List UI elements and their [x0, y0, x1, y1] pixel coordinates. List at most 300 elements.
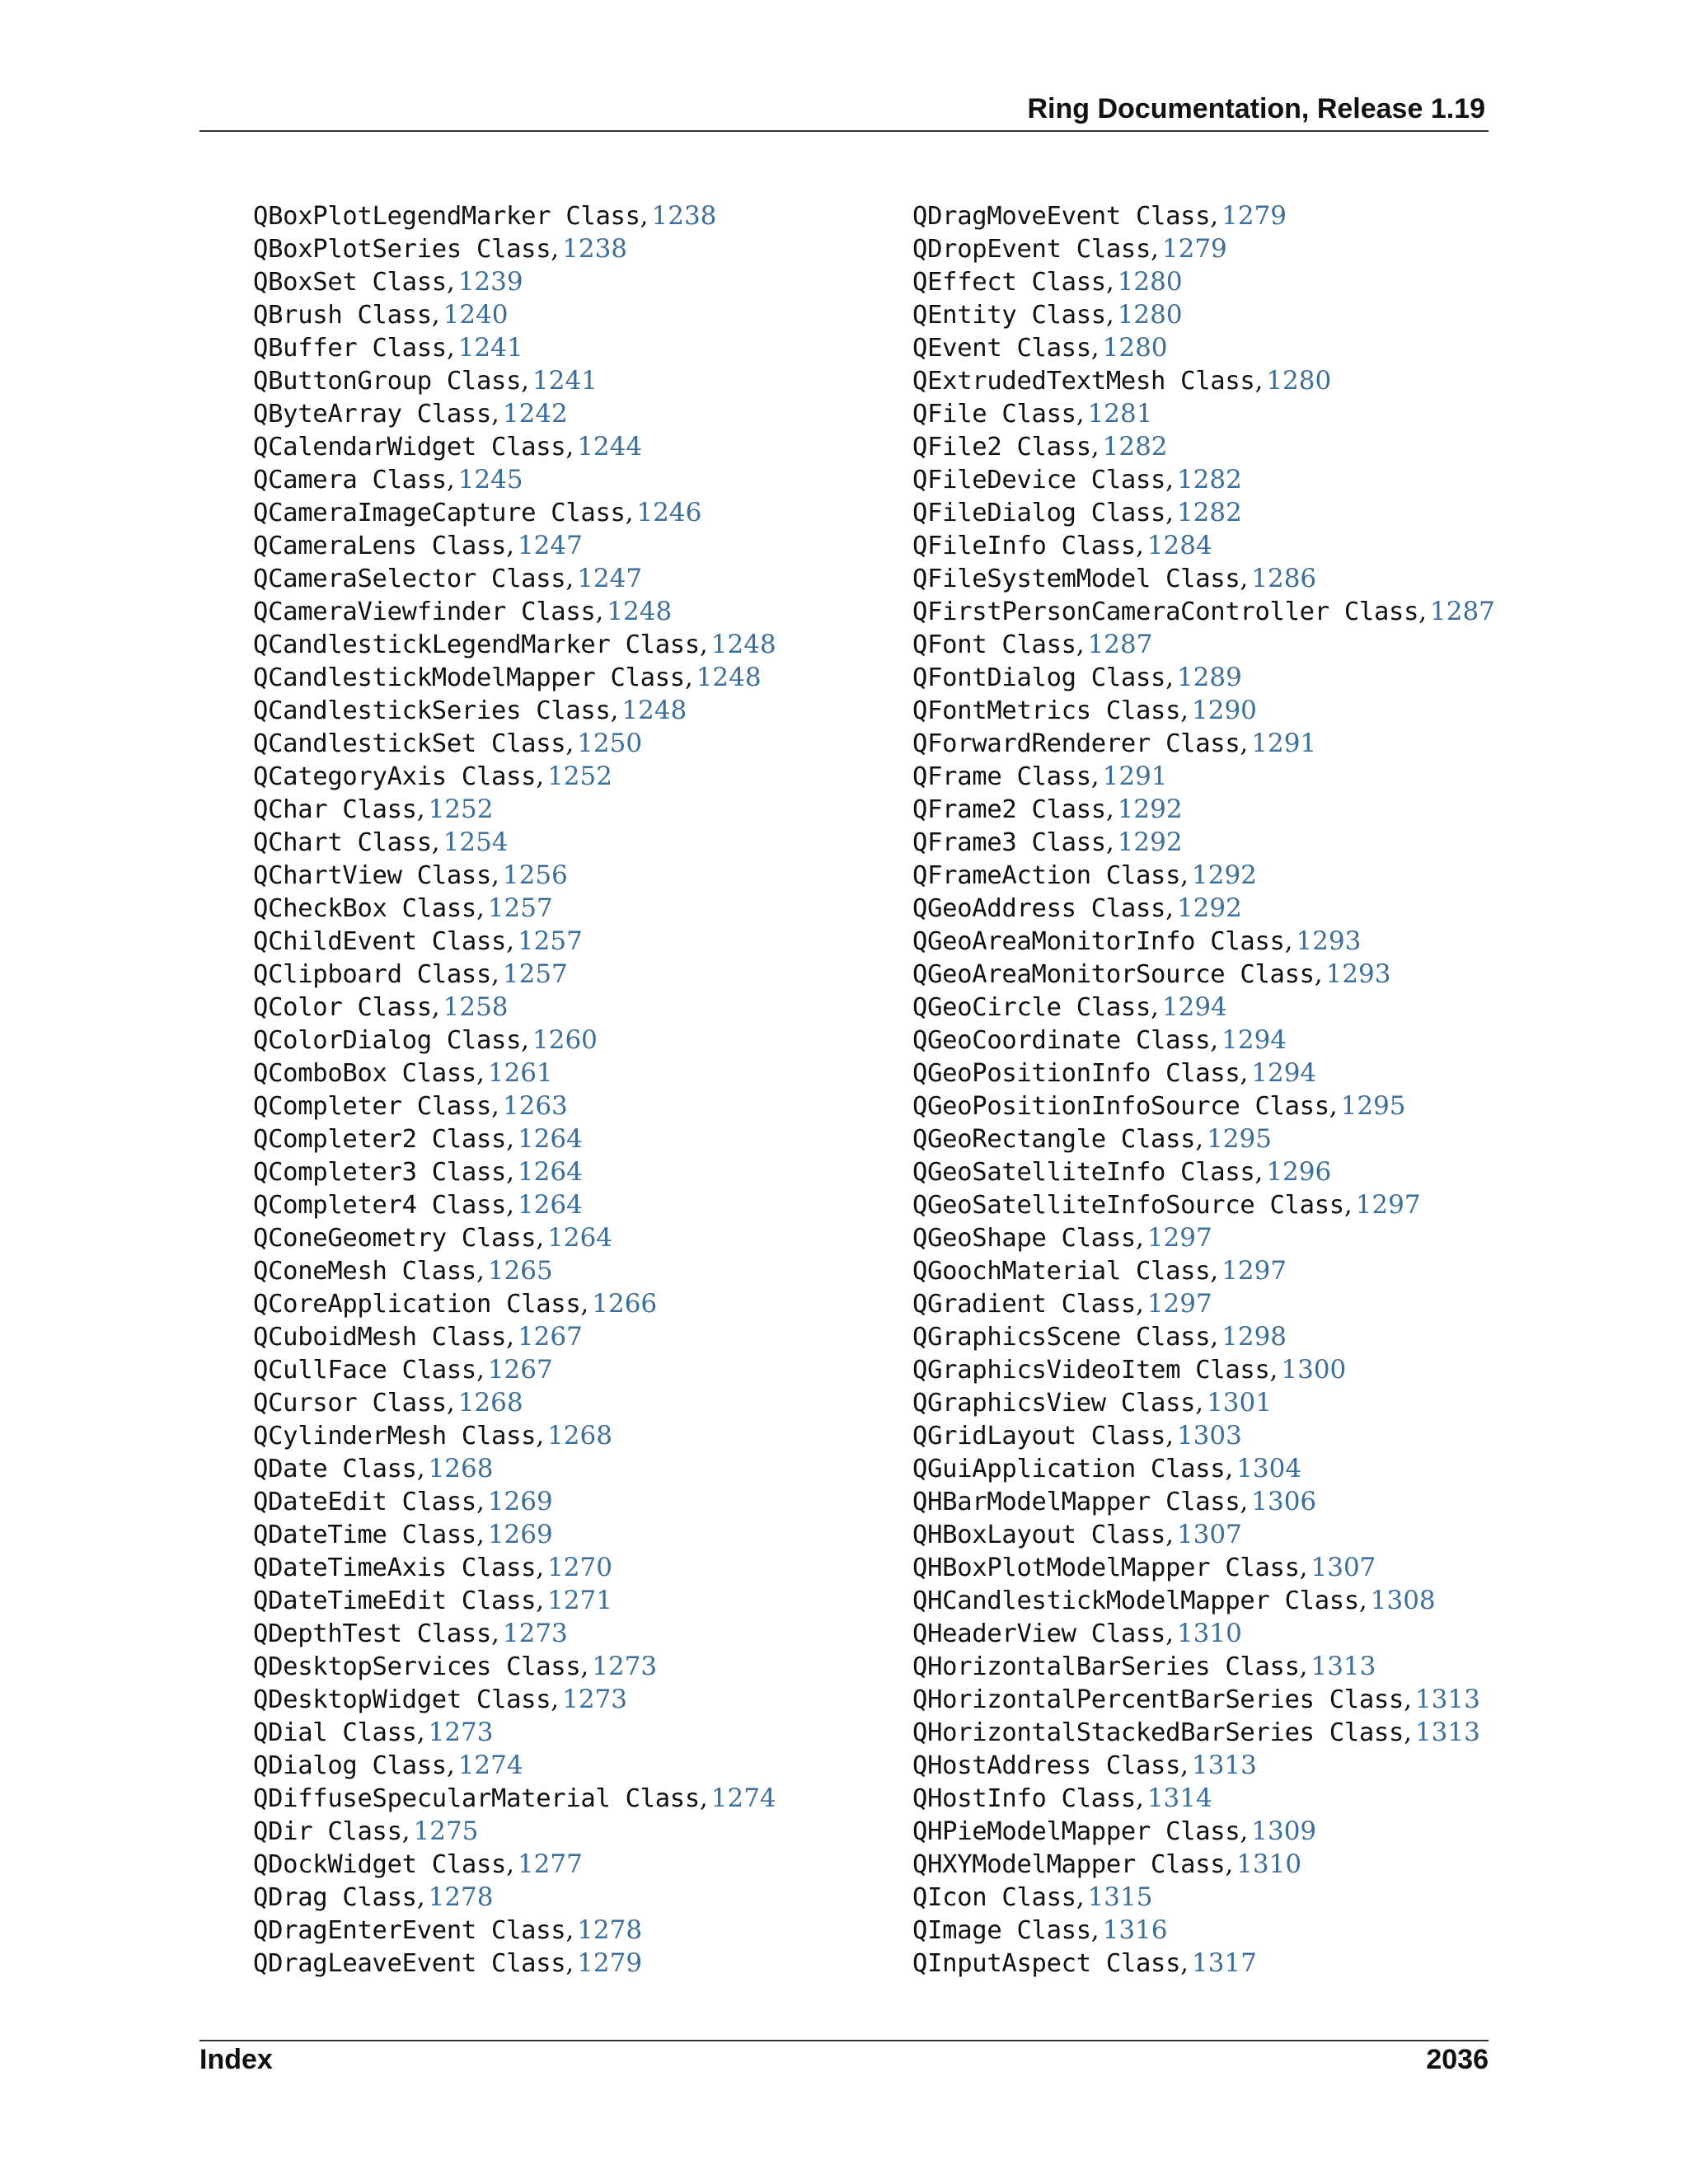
index-entry-separator: , [1225, 1454, 1234, 1483]
index-entry-name: QCoreApplication Class [253, 1290, 581, 1319]
index-entry-page-link[interactable]: 1273 [502, 1619, 568, 1648]
index-entry [912, 1386, 1495, 1419]
index-entry-page-link[interactable]: 1281 [1087, 399, 1153, 429]
index-entry-page-link[interactable]: 1282 [1176, 465, 1242, 494]
index-entry-name: QCameraLens Class [253, 532, 507, 560]
index-entry [253, 1485, 776, 1518]
index-entry [253, 1155, 776, 1188]
index-entry [912, 1122, 1495, 1155]
index-entry-separator: , [1240, 1058, 1249, 1088]
index-entry-separator: , [476, 1355, 485, 1385]
index-entry-separator: , [521, 366, 529, 396]
index-entry [912, 529, 1495, 562]
index-entry-page-link[interactable]: 1294 [1161, 992, 1227, 1022]
header-divider [199, 130, 1489, 132]
index-entry-page-link[interactable]: 1257 [517, 926, 583, 956]
index-entry-page-link[interactable]: 1274 [457, 1750, 523, 1780]
index-entry [912, 661, 1495, 694]
index-entry-page-link[interactable]: 1295 [1340, 1091, 1406, 1121]
index-entry-page-link[interactable]: 1257 [487, 893, 553, 923]
index-entry-page-link[interactable]: 1263 [502, 1091, 568, 1121]
index-entry-page-link[interactable]: 1252 [428, 794, 494, 824]
index-entry-page-link[interactable]: 1298 [1221, 1322, 1287, 1352]
index-entry [912, 1683, 1495, 1716]
index-entry [253, 793, 776, 826]
index-entry [253, 859, 776, 892]
index-entry-page-link[interactable]: 1268 [457, 1388, 523, 1418]
index-entry [912, 1188, 1495, 1221]
index-entry-page-link[interactable]: 1250 [577, 729, 643, 758]
index-entry-name: QFile Class [912, 400, 1076, 429]
index-entry [912, 727, 1495, 760]
index-entry-name: QFileDevice Class [912, 466, 1166, 494]
index-entry-separator: , [1418, 597, 1427, 626]
index-entry [253, 397, 776, 430]
index-entry-name: QFont Class [912, 630, 1076, 659]
index-entry-name: QForwardRenderer Class [912, 729, 1240, 758]
index-entry-separator: , [1165, 1421, 1174, 1451]
index-entry-page-link[interactable]: 1248 [696, 663, 762, 692]
index-entry-separator: , [431, 827, 440, 857]
index-entry-separator: , [1165, 465, 1174, 494]
index-entry-separator: , [446, 465, 455, 494]
index-entry-name: QGraphicsVideoItem Class [912, 1356, 1270, 1385]
index-entry-name: QInputAspect Class [912, 1949, 1181, 1978]
index-entry [253, 628, 776, 661]
index-entry-page-link[interactable]: 1287 [1430, 597, 1495, 626]
index-entry-separator: , [506, 1849, 514, 1879]
index-entry-page-link[interactable]: 1269 [487, 1520, 553, 1549]
index-entry-page-link[interactable]: 1291 [1251, 729, 1317, 758]
index-entry-page-link[interactable]: 1261 [487, 1058, 553, 1088]
index-entry [253, 496, 776, 529]
index-entry-name: QHeaderView Class [912, 1619, 1166, 1648]
index-entry [253, 199, 776, 232]
index-entry-page-link[interactable]: 1279 [1161, 234, 1227, 264]
index-entry-name: QGeoShape Class [912, 1224, 1136, 1253]
index-entry-page-link[interactable]: 1248 [621, 696, 687, 725]
index-entry-separator: , [580, 1289, 589, 1319]
index-entry-separator: , [536, 1586, 545, 1615]
index-entry [912, 496, 1495, 529]
index-entry [912, 1485, 1495, 1518]
index-entry [253, 1254, 776, 1287]
index-entry-name: QGuiApplication Class [912, 1455, 1226, 1483]
index-entry-page-link[interactable]: 1266 [592, 1289, 658, 1319]
index-entry-name: QButtonGroup Class [253, 367, 522, 396]
index-entry-separator: , [491, 1619, 499, 1648]
index-entry-page-link[interactable]: 1247 [517, 531, 583, 560]
index-entry-name: QChar Class [253, 795, 417, 824]
index-entry-separator: , [610, 696, 619, 725]
index-column-left [253, 199, 776, 1980]
index-entry-separator: , [416, 1718, 425, 1747]
index-entry-page-link[interactable]: 1307 [1311, 1553, 1376, 1582]
index-entry-page-link[interactable]: 1297 [1355, 1190, 1421, 1220]
index-entry-separator: , [506, 1322, 514, 1352]
index-entry [253, 1419, 776, 1452]
index-entry-page-link[interactable]: 1294 [1221, 1025, 1287, 1055]
index-entry-separator: , [491, 1091, 499, 1121]
index-entry-name: QGeoAddress Class [912, 894, 1166, 923]
index-entry-name: QCuboidMesh Class [253, 1323, 507, 1352]
index-entry [912, 331, 1495, 364]
index-entry-separator: , [536, 1421, 545, 1451]
index-entry-separator: , [476, 1520, 485, 1549]
index-entry-page-link[interactable]: 1316 [1102, 1915, 1168, 1945]
index-entry-separator: , [506, 1157, 514, 1187]
index-entry-page-link[interactable]: 1245 [457, 465, 523, 494]
index-entry-separator: , [565, 729, 574, 758]
index-entry-name: QColorDialog Class [253, 1026, 522, 1055]
index-entry [253, 1287, 776, 1320]
index-entry-page-link[interactable]: 1268 [547, 1421, 612, 1451]
index-entry-name: QCursor Class [253, 1389, 447, 1418]
index-entry-separator: , [446, 267, 455, 297]
index-entry [253, 661, 776, 694]
index-entry-name: QIcon Class [912, 1883, 1076, 1912]
index-entry [912, 1914, 1495, 1947]
index-entry [912, 1320, 1495, 1353]
index-entry-separator: , [1105, 794, 1114, 824]
index-entry-page-link[interactable]: 1306 [1251, 1487, 1317, 1516]
index-entry-page-link[interactable]: 1314 [1146, 1783, 1212, 1813]
index-entry-page-link[interactable]: 1296 [1266, 1157, 1332, 1187]
index-entry-separator: , [1358, 1586, 1367, 1615]
index-entry-name: QCameraSelector Class [253, 565, 566, 593]
index-entry-separator: , [1165, 663, 1174, 692]
index-entry-separator: , [491, 959, 499, 989]
index-entry-separator: , [1195, 1124, 1204, 1154]
index-entry-separator: , [1165, 1520, 1174, 1549]
index-entry [253, 232, 776, 265]
index-entry-page-link[interactable]: 1291 [1102, 762, 1168, 791]
index-entry [253, 1584, 776, 1617]
index-entry [253, 562, 776, 595]
index-entry [912, 199, 1495, 232]
index-entry-page-link[interactable]: 1280 [1266, 366, 1332, 396]
index-entry-page-link[interactable]: 1270 [547, 1553, 612, 1582]
index-entry-page-link[interactable]: 1269 [487, 1487, 553, 1516]
index-entry-page-link[interactable]: 1242 [502, 399, 568, 429]
index-entry-name: QDrag Class [253, 1883, 417, 1912]
index-entry-separator: , [446, 1750, 455, 1780]
index-entry [253, 1452, 776, 1485]
index-entry-page-link[interactable]: 1240 [443, 300, 509, 330]
index-entry [912, 1155, 1495, 1188]
index-entry-page-link[interactable]: 1292 [1117, 794, 1183, 824]
index-entry-separator: , [506, 531, 514, 560]
index-entry-page-link[interactable]: 1304 [1236, 1454, 1302, 1483]
index-entry-name: QCandlestickSeries Class [253, 696, 611, 725]
index-entry-name: QGoochMaterial Class [912, 1257, 1211, 1286]
index-entry-page-link[interactable]: 1300 [1281, 1355, 1347, 1385]
index-entry-separator: , [476, 893, 485, 923]
index-entry-page-link[interactable]: 1273 [428, 1718, 494, 1747]
index-entry-separator: , [1210, 1322, 1219, 1352]
index-entry-page-link[interactable]: 1271 [547, 1586, 612, 1615]
index-entry-name: QConeMesh Class [253, 1257, 476, 1286]
index-entry-name: QComboBox Class [253, 1059, 476, 1088]
index-entry-separator: , [1090, 762, 1100, 791]
index-entry-name: QDate Class [253, 1455, 417, 1483]
index-entry-name: QDragMoveEvent Class [912, 202, 1211, 231]
index-entry-name: QFontMetrics Class [912, 696, 1181, 725]
index-entry-page-link[interactable]: 1280 [1117, 300, 1183, 330]
index-entry-separator: , [1299, 1652, 1308, 1681]
index-entry-separator: , [1151, 234, 1159, 264]
index-entry-page-link[interactable]: 1295 [1207, 1124, 1272, 1154]
index-entry-name: QConeGeometry Class [253, 1224, 537, 1253]
index-entry-separator: , [1105, 267, 1114, 297]
index-entry-page-link[interactable]: 1267 [487, 1355, 553, 1385]
index-entry-separator: , [1076, 630, 1085, 659]
index-entry [912, 1518, 1495, 1551]
index-entry-page-link[interactable]: 1292 [1192, 860, 1257, 890]
index-entry-separator: , [1180, 1750, 1189, 1780]
index-entry-name: QHBoxLayout Class [912, 1521, 1166, 1549]
index-entry-separator: , [1090, 1915, 1100, 1945]
index-entry-page-link[interactable]: 1256 [502, 860, 568, 890]
index-entry-page-link[interactable]: 1279 [1221, 201, 1287, 231]
index-entry-page-link[interactable]: 1297 [1146, 1223, 1212, 1253]
index-entry-page-link[interactable]: 1260 [532, 1025, 598, 1055]
index-entry [253, 1716, 776, 1749]
index-entry-separator: , [1254, 1157, 1264, 1187]
index-entry-page-link[interactable]: 1307 [1176, 1520, 1242, 1549]
index-entry-page-link[interactable]: 1241 [457, 333, 523, 363]
index-entry-page-link[interactable]: 1244 [577, 432, 643, 462]
index-entry-separator: , [1076, 1882, 1085, 1912]
index-entry-separator: , [1210, 1025, 1219, 1055]
index-entry-name: QHorizontalStackedBarSeries Class [912, 1718, 1404, 1747]
index-entry [253, 1782, 776, 1815]
index-entry-separator: , [1329, 1091, 1338, 1121]
index-entry [912, 1947, 1495, 1980]
index-entry-name: QDateEdit Class [253, 1488, 476, 1516]
index-entry-name: QGeoPositionInfoSource Class [912, 1092, 1329, 1121]
index-entry-name: QCompleter Class [253, 1092, 492, 1121]
index-entry-page-link[interactable]: 1279 [577, 1948, 643, 1978]
index-entry-name: QImage Class [912, 1916, 1091, 1945]
index-entry-page-link[interactable]: 1264 [517, 1124, 583, 1154]
index-entry-page-link[interactable]: 1264 [547, 1223, 612, 1253]
index-entry-page-link[interactable]: 1313 [1414, 1685, 1480, 1714]
index-entry-page-link[interactable]: 1309 [1251, 1816, 1317, 1846]
index-entry-page-link[interactable]: 1258 [443, 992, 509, 1022]
footer-divider [199, 2040, 1489, 2041]
index-entry-separator: , [1240, 1816, 1249, 1846]
index-entry-page-link[interactable]: 1278 [577, 1915, 643, 1945]
index-entry-page-link[interactable]: 1282 [1102, 432, 1168, 462]
index-entry-separator: , [446, 333, 455, 363]
index-entry [912, 1221, 1495, 1254]
index-entry-separator: , [1210, 1256, 1219, 1286]
index-entry-name: QGeoRectangle Class [912, 1125, 1196, 1154]
index-entry-page-link[interactable]: 1246 [636, 498, 702, 527]
index-entry-page-link[interactable]: 1238 [562, 234, 628, 264]
index-entry-page-link[interactable]: 1292 [1117, 827, 1183, 857]
index-entry-separator: , [536, 762, 545, 791]
index-entry-page-link[interactable]: 1308 [1370, 1586, 1436, 1615]
index-entry-page-link[interactable]: 1303 [1176, 1421, 1242, 1451]
index-entry [912, 1353, 1495, 1386]
index-entry-page-link[interactable]: 1239 [457, 267, 523, 297]
index-entry-name: QHostAddress Class [912, 1751, 1181, 1780]
index-entry-separator: , [1135, 1223, 1144, 1253]
index-entry-name: QDateTime Class [253, 1521, 476, 1549]
index-entry-page-link[interactable]: 1273 [592, 1652, 658, 1681]
index-entry-page-link[interactable]: 1297 [1146, 1289, 1212, 1319]
index-entry [912, 1815, 1495, 1848]
index-entry-separator: , [506, 1190, 514, 1220]
footer-page-number: 2036 [1426, 2044, 1489, 2075]
index-entry [253, 1353, 776, 1386]
index-entry-separator: , [536, 1223, 545, 1253]
index-entry-page-link[interactable]: 1268 [428, 1454, 494, 1483]
index-entry-name: QDepthTest Class [253, 1619, 492, 1648]
index-entry-page-link[interactable]: 1248 [607, 597, 673, 626]
index-entry-page-link[interactable]: 1274 [710, 1783, 776, 1813]
index-entry-separator: , [1135, 1783, 1144, 1813]
index-entry-separator: , [1240, 729, 1249, 758]
index-entry-separator: , [565, 432, 574, 462]
index-entry-separator: , [416, 1882, 425, 1912]
index-entry-separator: , [1269, 1355, 1278, 1385]
index-entry-page-link[interactable]: 1286 [1251, 564, 1317, 593]
index-entry-separator: , [1404, 1685, 1412, 1714]
index-entry-name: QCullFace Class [253, 1356, 476, 1385]
index-entry-name: QHostInfo Class [912, 1784, 1136, 1813]
index-entry-page-link[interactable]: 1313 [1414, 1718, 1480, 1747]
index-entry [253, 1386, 776, 1419]
index-entry-page-link[interactable]: 1280 [1117, 267, 1183, 297]
index-entry [912, 397, 1495, 430]
index-entry-page-link[interactable]: 1277 [517, 1849, 583, 1879]
index-entry-page-link[interactable]: 1313 [1311, 1652, 1376, 1681]
index-entry-page-link[interactable]: 1294 [1251, 1058, 1317, 1088]
index-entry [253, 694, 776, 727]
index-entry-name: QDial Class [253, 1718, 417, 1747]
index-entry-page-link[interactable]: 1293 [1325, 959, 1391, 989]
document-title: Ring Documentation, Release 1.19 [1027, 93, 1485, 124]
index-entry [912, 628, 1495, 661]
index-entry-page-link[interactable]: 1315 [1087, 1882, 1153, 1912]
index-entry [253, 1518, 776, 1551]
index-entry-page-link[interactable]: 1252 [547, 762, 612, 791]
index-entry-page-link[interactable]: 1284 [1146, 531, 1212, 560]
index-entry-page-link[interactable]: 1254 [443, 827, 509, 857]
index-entry-page-link[interactable]: 1265 [487, 1256, 553, 1286]
index-entry [253, 331, 776, 364]
index-entry-page-link[interactable]: 1264 [517, 1157, 583, 1187]
index-entry-page-link[interactable]: 1241 [532, 366, 598, 396]
index-entry [253, 1650, 776, 1683]
index-entry-page-link[interactable]: 1290 [1192, 696, 1257, 725]
index-entry-separator: , [491, 399, 499, 429]
index-entry-name: QBuffer Class [253, 334, 447, 363]
index-entry [912, 1452, 1495, 1485]
index-entry-page-link[interactable]: 1310 [1176, 1619, 1242, 1648]
index-entry-separator: , [1195, 1388, 1204, 1418]
index-entry-separator: , [1180, 860, 1189, 890]
index-entry-page-link[interactable]: 1293 [1296, 926, 1362, 956]
index-entry-name: QDockWidget Class [253, 1850, 507, 1879]
index-entry-page-link[interactable]: 1275 [413, 1816, 479, 1846]
index-entry [912, 1057, 1495, 1090]
index-entry-name: QGraphicsView Class [912, 1389, 1196, 1418]
index-entry [253, 1551, 776, 1584]
index-entry-separator: , [431, 992, 440, 1022]
index-entry-page-link[interactable]: 1273 [562, 1685, 628, 1714]
index-entry-name: QCandlestickModelMapper Class [253, 663, 685, 692]
index-entry-page-link[interactable]: 1247 [577, 564, 643, 593]
index-entry [912, 1749, 1495, 1782]
index-entry-page-link[interactable]: 1297 [1221, 1256, 1287, 1286]
index-entry-name: QCompleter4 Class [253, 1191, 507, 1220]
index-entry-page-link[interactable]: 1278 [428, 1882, 494, 1912]
index-entry-page-link[interactable]: 1248 [710, 630, 776, 659]
index-entry-name: QFile2 Class [912, 433, 1091, 462]
index-entry [912, 1024, 1495, 1057]
index-entry-page-link[interactable]: 1287 [1087, 630, 1153, 659]
index-entry-name: QCameraViewfinder Class [253, 598, 596, 626]
index-entry-page-link[interactable]: 1289 [1176, 663, 1242, 692]
index-entry [253, 727, 776, 760]
index-entry-separator: , [551, 1685, 560, 1714]
index-entry-name: QEntity Class [912, 301, 1106, 330]
index-entry-separator: , [565, 1915, 574, 1945]
index-entry [253, 298, 776, 331]
index-entry-separator: , [625, 498, 634, 527]
index-entry-name: QFontDialog Class [912, 663, 1166, 692]
index-entry-separator: , [401, 1816, 410, 1846]
index-entry-name: QBoxPlotLegendMarker Class [253, 202, 640, 231]
index-entry [253, 1090, 776, 1122]
index-entry-page-link[interactable]: 1280 [1102, 333, 1168, 363]
index-entry-separator: , [1180, 696, 1189, 725]
index-entry [253, 826, 776, 859]
index-entry-page-link[interactable]: 1301 [1207, 1388, 1272, 1418]
index-entry-name: QDateTimeAxis Class [253, 1554, 537, 1582]
index-entry-separator: , [595, 597, 604, 626]
index-entry-page-link[interactable]: 1264 [517, 1190, 583, 1220]
index-entry-page-link[interactable]: 1317 [1192, 1948, 1257, 1978]
index-entry [912, 925, 1495, 958]
index-entry-separator: , [1151, 992, 1159, 1022]
index-entry-name: QFrameAction Class [912, 861, 1181, 890]
index-entry-name: QGeoAreaMonitorSource Class [912, 960, 1315, 989]
index-entry-name: QCamera Class [253, 466, 447, 494]
index-entry-page-link[interactable]: 1282 [1176, 498, 1242, 527]
index-entry [912, 958, 1495, 991]
index-entry-separator: , [521, 1025, 529, 1055]
index-entry-page-link[interactable]: 1313 [1192, 1750, 1257, 1780]
index-entry-page-link[interactable]: 1238 [651, 201, 717, 231]
index-entry [912, 1287, 1495, 1320]
index-entry-page-link[interactable]: 1310 [1236, 1849, 1302, 1879]
index-entry-name: QCompleter2 Class [253, 1125, 507, 1154]
index-entry-separator: , [476, 1256, 485, 1286]
index-entry-page-link[interactable]: 1267 [517, 1322, 583, 1352]
index-entry-separator: , [446, 1388, 455, 1418]
index-entry [912, 1782, 1495, 1815]
index-entry-separator: , [1225, 1849, 1234, 1879]
index-entry-page-link[interactable]: 1292 [1176, 893, 1242, 923]
index-entry-name: QChartView Class [253, 861, 492, 890]
index-entry-separator: , [565, 564, 574, 593]
index-entry-page-link[interactable]: 1257 [502, 959, 568, 989]
